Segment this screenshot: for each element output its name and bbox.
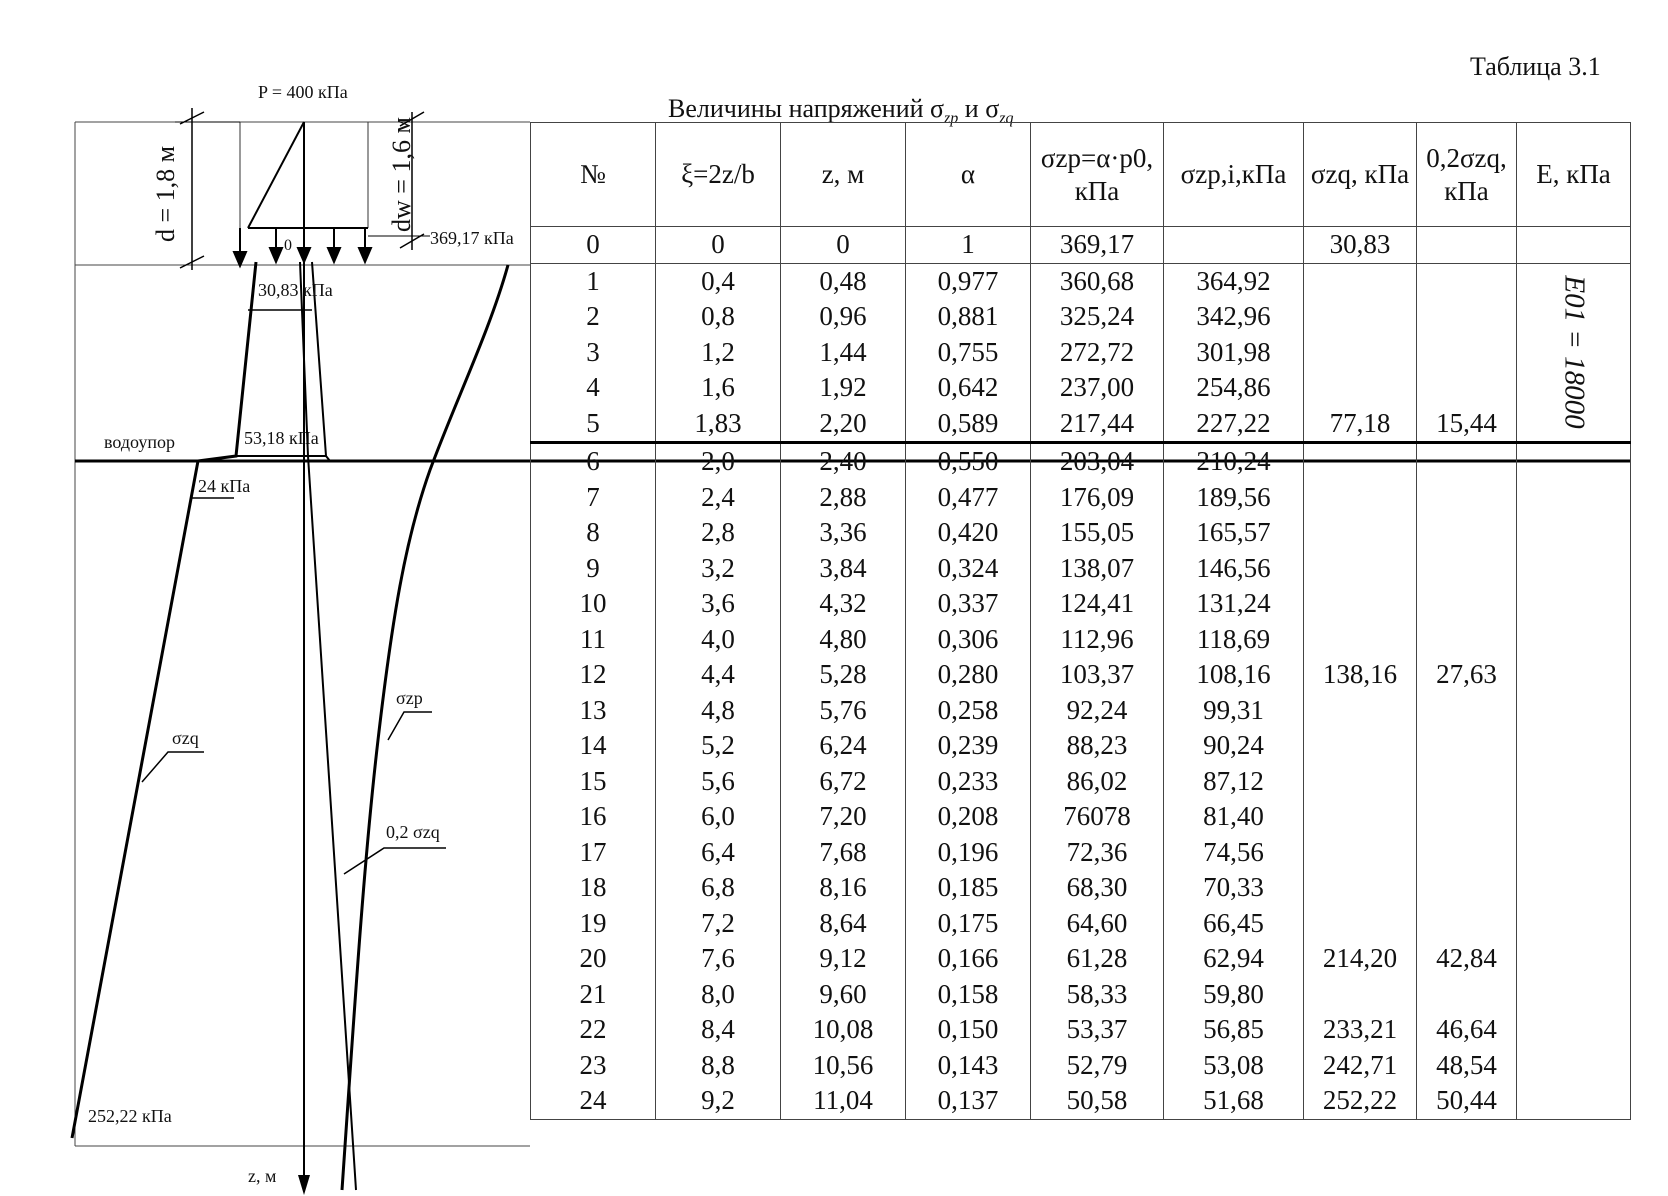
table-cell (1417, 870, 1517, 906)
table-cell: 272,72 (1031, 335, 1164, 371)
table-cell: 81,40 (1164, 799, 1304, 835)
table-cell (1304, 622, 1417, 658)
table-cell: 0,175 (906, 906, 1031, 942)
table-row (531, 693, 1631, 729)
table-cell: 5 (531, 406, 656, 443)
table-cell: 56,85 (1164, 1012, 1304, 1048)
table-cell: 0,96 (781, 299, 906, 335)
table-cell: 124,41 (1031, 586, 1164, 622)
table-number: Таблица 3.1 (1470, 52, 1601, 81)
table-cell: 19 (531, 906, 656, 942)
table-cell: 8 (531, 515, 656, 551)
table-cell: 0,48 (781, 263, 906, 299)
table-cell (1164, 227, 1304, 264)
table-cell: 6,4 (656, 835, 781, 871)
table-cell (1517, 693, 1631, 729)
table-cell: 6,24 (781, 728, 906, 764)
table-cell (1304, 693, 1417, 729)
table-cell: 0,166 (906, 941, 1031, 977)
table-cell: 203,04 (1031, 443, 1164, 480)
table-cell: 76078 (1031, 799, 1164, 835)
table-row (531, 299, 1631, 335)
aquitard-label: водоупор (104, 432, 175, 452)
table-cell: 7,68 (781, 835, 906, 871)
stress-table (530, 122, 1631, 1120)
table-cell: 7,20 (781, 799, 906, 835)
table-cell: 48,54 (1417, 1048, 1517, 1084)
e-value: E01 = 18000 (1558, 275, 1590, 429)
header-xi: ξ=2z/b (656, 123, 781, 227)
table-cell: 103,37 (1031, 657, 1164, 693)
table-cell (1517, 657, 1631, 693)
table-cell: 4,8 (656, 693, 781, 729)
szq-label: σzq (172, 728, 199, 748)
table-cell: 0 (656, 227, 781, 264)
table-cell (1304, 299, 1417, 335)
table-cell (1517, 906, 1631, 942)
table-row (531, 622, 1631, 658)
table-cell (1304, 515, 1417, 551)
table-cell: 4 (531, 370, 656, 406)
table-cell: 52,79 (1031, 1048, 1164, 1084)
table-cell: 3,36 (781, 515, 906, 551)
table-cell (1417, 622, 1517, 658)
table-cell: 112,96 (1031, 622, 1164, 658)
table-cell: 61,28 (1031, 941, 1164, 977)
table-row (531, 335, 1631, 371)
header-02szq: 0,2σzq, кПа (1417, 123, 1517, 227)
header-e: E, кПа (1517, 123, 1631, 227)
table-cell: 6,72 (781, 764, 906, 800)
table-cell: 11,04 (781, 1083, 906, 1119)
table-cell: 9,2 (656, 1083, 781, 1119)
table-cell (1304, 335, 1417, 371)
table-cell (1304, 586, 1417, 622)
table-cell: 1,2 (656, 335, 781, 371)
table-cell (1417, 370, 1517, 406)
table-cell: 8,8 (656, 1048, 781, 1084)
table-cell: 2,88 (781, 480, 906, 516)
table-cell: 46,64 (1417, 1012, 1517, 1048)
sq-bottom-label: 252,22 кПа (88, 1106, 172, 1126)
table-cell: 23 (531, 1048, 656, 1084)
table-cell: 1,6 (656, 370, 781, 406)
table-cell: 369,17 (1031, 227, 1164, 264)
table-cell (1517, 227, 1631, 264)
table-cell: 5,2 (656, 728, 781, 764)
table-cell: 6,0 (656, 799, 781, 835)
table-cell: 6,8 (656, 870, 781, 906)
table-row (531, 227, 1631, 264)
table-cell: 0,755 (906, 335, 1031, 371)
table-row (531, 1083, 1631, 1119)
table-cell: 2,40 (781, 443, 906, 480)
table-cell: 20 (531, 941, 656, 977)
table-cell: 74,56 (1164, 835, 1304, 871)
table-cell: 11 (531, 622, 656, 658)
table-cell: 237,00 (1031, 370, 1164, 406)
table-cell (1417, 515, 1517, 551)
p0-label: 369,17 кПа (430, 228, 514, 248)
table-cell: 9,60 (781, 977, 906, 1013)
table-cell (1517, 586, 1631, 622)
table-cell (1517, 1012, 1631, 1048)
table-row (531, 480, 1631, 516)
table-cell: 15 (531, 764, 656, 800)
table-cell: 138,07 (1031, 551, 1164, 587)
header-z: z, м (781, 123, 906, 227)
table-cell: 0,977 (906, 263, 1031, 299)
table-cell (1417, 728, 1517, 764)
table-cell: 2,0 (656, 443, 781, 480)
table-cell: 0,306 (906, 622, 1031, 658)
table-cell: 59,80 (1164, 977, 1304, 1013)
table-row (531, 263, 1631, 299)
table-cell: 8,64 (781, 906, 906, 942)
table-cell: 1 (531, 263, 656, 299)
table-cell: 4,32 (781, 586, 906, 622)
table-cell (1517, 480, 1631, 516)
table-cell: 17 (531, 835, 656, 871)
table-cell (1304, 263, 1417, 299)
table-cell: 227,22 (1164, 406, 1304, 443)
table-cell: 108,16 (1164, 657, 1304, 693)
table-cell (1517, 870, 1631, 906)
table-cell: 62,94 (1164, 941, 1304, 977)
table-cell: 325,24 (1031, 299, 1164, 335)
table-cell (1417, 551, 1517, 587)
table-cell: 342,96 (1164, 299, 1304, 335)
table-cell: 7,6 (656, 941, 781, 977)
table-cell: 0,420 (906, 515, 1031, 551)
table-cell: 9,12 (781, 941, 906, 977)
table-cell: 210,24 (1164, 443, 1304, 480)
table-cell (1517, 515, 1631, 551)
origin-label: 0 (284, 237, 292, 254)
table-cell: 0,150 (906, 1012, 1031, 1048)
table-cell: 3 (531, 335, 656, 371)
table-cell: 0,280 (906, 657, 1031, 693)
table-cell: 0,8 (656, 299, 781, 335)
table-cell: 4,0 (656, 622, 781, 658)
table-cell: 72,36 (1031, 835, 1164, 871)
table-cell: 27,63 (1417, 657, 1517, 693)
table-row (531, 870, 1631, 906)
02szq-label: 0,2 σzq (386, 822, 440, 842)
table-row (531, 1012, 1631, 1048)
table-cell (1304, 870, 1417, 906)
table-cell: 0,143 (906, 1048, 1031, 1084)
table-cell: 0,589 (906, 406, 1031, 443)
table-cell: 14 (531, 728, 656, 764)
table-cell: 70,33 (1164, 870, 1304, 906)
table-cell: 18 (531, 870, 656, 906)
table-cell: 42,84 (1417, 941, 1517, 977)
table-cell: 155,05 (1031, 515, 1164, 551)
table-cell: 131,24 (1164, 586, 1304, 622)
table-cell: 0,239 (906, 728, 1031, 764)
table-cell: 214,20 (1304, 941, 1417, 977)
table-cell: 13 (531, 693, 656, 729)
header-szp: σzp=α·p0, кПа (1031, 123, 1164, 227)
table-cell: 2,4 (656, 480, 781, 516)
table-cell: 50,44 (1417, 1083, 1517, 1119)
table-cell (1304, 835, 1417, 871)
table-row (531, 977, 1631, 1013)
table-row (531, 551, 1631, 587)
table-cell: 68,30 (1031, 870, 1164, 906)
sq0-label: 30,83 кПа (258, 280, 333, 300)
table-cell: 0,324 (906, 551, 1031, 587)
table-cell: 51,68 (1164, 1083, 1304, 1119)
table-row (531, 586, 1631, 622)
depth-d-label: d = 1,8 м (151, 145, 180, 242)
table-cell: 252,22 (1304, 1083, 1417, 1119)
table-cell: 364,92 (1164, 263, 1304, 299)
table-cell: 53,08 (1164, 1048, 1304, 1084)
table-cell (1417, 906, 1517, 942)
table-cell (1304, 906, 1417, 942)
table-cell: 0,881 (906, 299, 1031, 335)
table-cell: 3,6 (656, 586, 781, 622)
table-cell: 53,37 (1031, 1012, 1164, 1048)
table-cell: 24 (531, 1083, 656, 1119)
table-cell: 5,76 (781, 693, 906, 729)
table-cell (1304, 551, 1417, 587)
table-cell: 88,23 (1031, 728, 1164, 764)
table-cell: 66,45 (1164, 906, 1304, 942)
table-row (531, 370, 1631, 406)
table-cell: 360,68 (1031, 263, 1164, 299)
header-szq: σzq, кПа (1304, 123, 1417, 227)
table-cell (1517, 622, 1631, 658)
table-cell: 10,08 (781, 1012, 906, 1048)
table-cell: 58,33 (1031, 977, 1164, 1013)
table-cell (1304, 480, 1417, 516)
table-cell (1417, 835, 1517, 871)
table-cell: 0,208 (906, 799, 1031, 835)
table-cell: 0,137 (906, 1083, 1031, 1119)
table-cell: 1,92 (781, 370, 906, 406)
table-cell: 0,477 (906, 480, 1031, 516)
table-cell: 8,4 (656, 1012, 781, 1048)
table-row (531, 1048, 1631, 1084)
sq-aq-label: 53,18 кПа (244, 428, 319, 448)
table-cell (1417, 227, 1517, 264)
table-cell: 3,84 (781, 551, 906, 587)
axis-z-label: z, м (248, 1166, 277, 1186)
table-cell: 7 (531, 480, 656, 516)
table-cell: 233,21 (1304, 1012, 1417, 1048)
table-cell: 118,69 (1164, 622, 1304, 658)
table-cell: 0,185 (906, 870, 1031, 906)
table-cell: 0,4 (656, 263, 781, 299)
table-row (531, 799, 1631, 835)
table-cell: 21 (531, 977, 656, 1013)
table-cell (1304, 977, 1417, 1013)
table-row (531, 515, 1631, 551)
table-cell (1417, 335, 1517, 371)
axis-arrow-icon (298, 1175, 310, 1195)
table-row (531, 906, 1631, 942)
depth-dw-label: dw = 1,6 м (387, 117, 416, 232)
table-cell: 1 (906, 227, 1031, 264)
table-cell: 16 (531, 799, 656, 835)
table-cell: 2,8 (656, 515, 781, 551)
table-cell (1517, 764, 1631, 800)
table-cell: 90,24 (1164, 728, 1304, 764)
table-cell: 0,642 (906, 370, 1031, 406)
table-cell: 7,2 (656, 906, 781, 942)
table-cell: 254,86 (1164, 370, 1304, 406)
table-cell: 3,2 (656, 551, 781, 587)
table-cell: 8,16 (781, 870, 906, 906)
table-cell (1517, 977, 1631, 1013)
table-cell (1417, 299, 1517, 335)
table-cell: 146,56 (1164, 551, 1304, 587)
table-cell (1304, 764, 1417, 800)
table-cell: 176,09 (1031, 480, 1164, 516)
table-title: Величины напряжений $\sigma_{zp}$ и $\sigma_{zq}$ (668, 94, 1014, 128)
table-row (531, 406, 1631, 443)
table-cell (1417, 443, 1517, 480)
table-cell (1417, 693, 1517, 729)
table-cell: 9 (531, 551, 656, 587)
table-row (531, 728, 1631, 764)
table-cell: 15,44 (1417, 406, 1517, 443)
table-cell: 165,57 (1164, 515, 1304, 551)
table-cell (1417, 480, 1517, 516)
table-cell (1517, 799, 1631, 835)
table-row (531, 764, 1631, 800)
table-cell: 0,158 (906, 977, 1031, 1013)
table-cell: 0,337 (906, 586, 1031, 622)
table-cell (1417, 764, 1517, 800)
table-cell (1517, 1083, 1631, 1119)
table-cell: 5,6 (656, 764, 781, 800)
table-cell (1417, 586, 1517, 622)
table-cell: 30,83 (1304, 227, 1417, 264)
table-row (531, 941, 1631, 977)
table-cell: 64,60 (1031, 906, 1164, 942)
table-cell (1304, 443, 1417, 480)
table-cell: 50,58 (1031, 1083, 1164, 1119)
table-cell (1304, 728, 1417, 764)
table-cell: 77,18 (1304, 406, 1417, 443)
table-cell: 0,233 (906, 764, 1031, 800)
table-cell: 1,44 (781, 335, 906, 371)
table-cell: 4,4 (656, 657, 781, 693)
table-cell (1517, 1048, 1631, 1084)
table-cell: 0 (781, 227, 906, 264)
table-cell: 4,80 (781, 622, 906, 658)
table-cell: 12 (531, 657, 656, 693)
header-szpi: σzp,i,кПа (1164, 123, 1304, 227)
table-cell: 0,550 (906, 443, 1031, 480)
table-cell: 217,44 (1031, 406, 1164, 443)
table-cell: 87,12 (1164, 764, 1304, 800)
table-cell (1517, 443, 1631, 480)
table-cell (1517, 728, 1631, 764)
table-cell (1517, 551, 1631, 587)
table-cell: 242,71 (1304, 1048, 1417, 1084)
table-cell: 1,83 (656, 406, 781, 443)
table-cell: 2,20 (781, 406, 906, 443)
table-row (531, 443, 1631, 480)
table-row (531, 835, 1631, 871)
header-no: № (531, 123, 656, 227)
table-cell: 6 (531, 443, 656, 480)
header-alpha: α (906, 123, 1031, 227)
table-cell (1417, 263, 1517, 299)
table-cell: 2 (531, 299, 656, 335)
table-cell (1517, 941, 1631, 977)
table-cell: 10,56 (781, 1048, 906, 1084)
e-cell (1517, 263, 1631, 443)
table-cell: 189,56 (1164, 480, 1304, 516)
table-row (531, 657, 1631, 693)
table-cell: 0,196 (906, 835, 1031, 871)
table-cell: 99,31 (1164, 693, 1304, 729)
table-cell: 5,28 (781, 657, 906, 693)
table-cell: 0 (531, 227, 656, 264)
load-label: P = 400 кПа (258, 82, 348, 102)
table-cell: 301,98 (1164, 335, 1304, 371)
table-cell (1517, 835, 1631, 871)
table-cell: 22 (531, 1012, 656, 1048)
table-cell: 138,16 (1304, 657, 1417, 693)
table-cell (1417, 977, 1517, 1013)
table-cell: 86,02 (1031, 764, 1164, 800)
table-cell: 92,24 (1031, 693, 1164, 729)
table-cell (1417, 799, 1517, 835)
jump-label: 24 кПа (198, 476, 251, 496)
szp-label: σzp (396, 688, 423, 708)
table-cell (1304, 799, 1417, 835)
table-cell: 8,0 (656, 977, 781, 1013)
table-cell (1304, 370, 1417, 406)
table-cell: 10 (531, 586, 656, 622)
table-cell: 0,258 (906, 693, 1031, 729)
